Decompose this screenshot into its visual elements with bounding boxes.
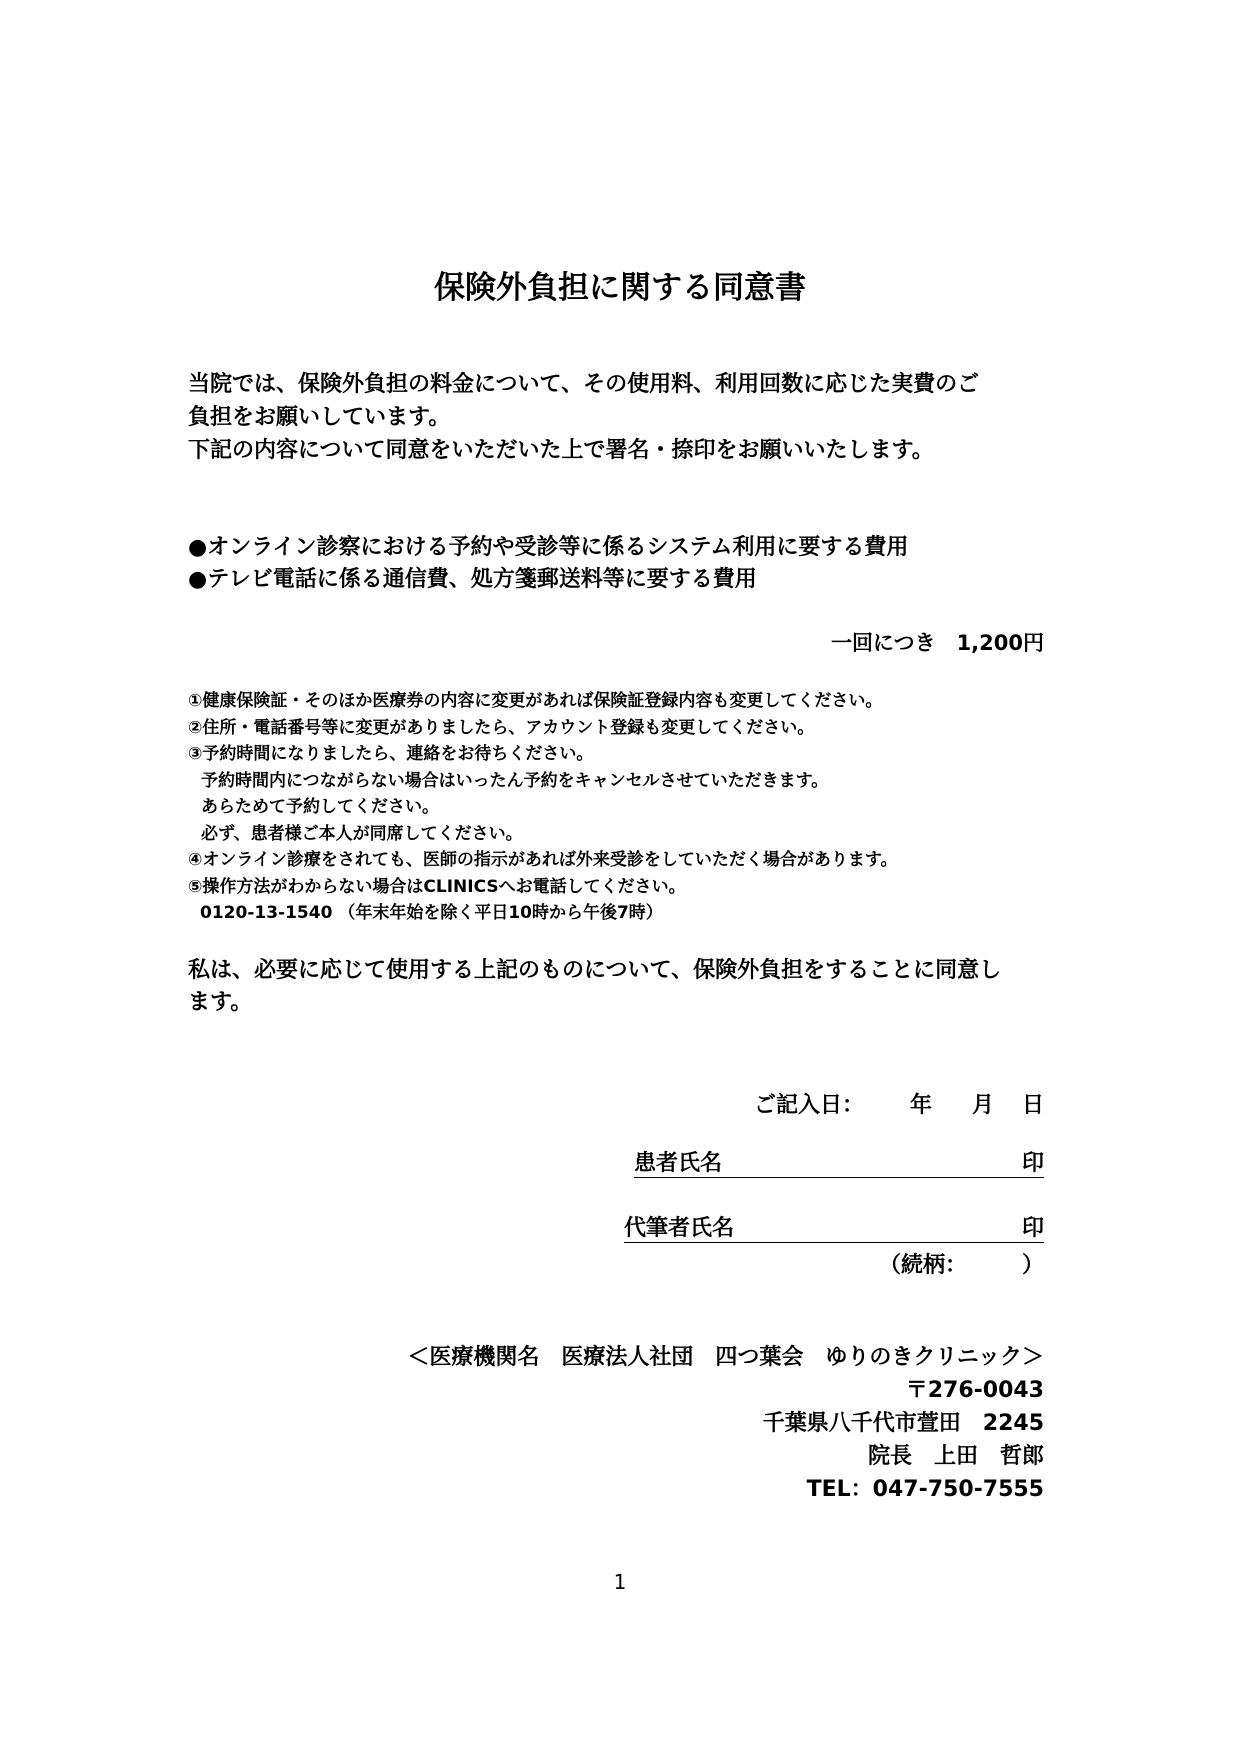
proxy-name-field[interactable] <box>624 1216 1044 1243</box>
intro-line: 下記の内容について同意をいただいた上で署名・捺印をお願いいたします。 <box>188 438 934 463</box>
consent-line: 私は、必要に応じて使用する上記のものについて、保険外負担をすることに同意し <box>188 958 1002 983</box>
fee-item: ●テレビ電話に係る通信費、処方箋郵送料等に要する費用 <box>188 567 757 592</box>
note-item: ③予約時間になりましたら、連絡をお待ちください。 <box>188 744 594 764</box>
patient-name-label: 患者氏名 <box>634 1151 723 1176</box>
note-item: ④オンライン診療をされても、医師の指示があれば外来受診をしていただく場合があります。 <box>188 850 898 870</box>
date-day-field[interactable]: 日 <box>1021 1093 1044 1118</box>
note-item: 0120-13-1540 （年末年始を除く平日10時から午後7時） <box>200 903 663 923</box>
note-item: あらためて予約してください。 <box>201 797 439 817</box>
note-item: ①健康保険証・そのほか医療券の内容に変更があれば保険証登録内容も変更してください。 <box>188 691 883 711</box>
patient-seal-mark: 印 <box>1021 1151 1044 1176</box>
fee-items-list <box>188 532 908 596</box>
consent-line: ます。 <box>188 990 253 1015</box>
page-number: 1 <box>613 1570 627 1594</box>
clinic-phone: TEL：047-750-7555 <box>806 1477 1044 1502</box>
proxy-seal-mark: 印 <box>1021 1216 1044 1241</box>
date-month-field[interactable]: 月 <box>971 1093 994 1118</box>
proxy-name-label: 代筆者氏名 <box>624 1216 735 1241</box>
clinic-address: 千葉県八千代市萱田 2245 <box>762 1411 1044 1436</box>
clinic-info <box>407 1341 1044 1506</box>
relationship-field[interactable]: （続柄： ） <box>878 1253 1044 1278</box>
clinic-postal-code: 〒276-0043 <box>905 1378 1044 1403</box>
fee-amount: 一回につき 1,200円 <box>830 631 1044 655</box>
clinic-director: 院長 上田 哲郎 <box>867 1444 1044 1469</box>
note-item: 必ず、患者様ご本人が同席してください。 <box>201 823 523 844</box>
intro-line: 負担をお願いしています。 <box>188 405 451 430</box>
entry-date-row <box>754 1088 1044 1119</box>
clinic-name: ＜医療機関名 医療法人社団 四つ葉会 ゆりのきクリニック＞ <box>407 1345 1044 1370</box>
note-item: 予約時間内につながらない場合はいったん予約をキャンセルさせていただきます。 <box>201 770 829 791</box>
document-title: 保険外負担に関する同意書 <box>434 270 806 306</box>
intro-paragraph <box>188 368 979 467</box>
date-year-field[interactable]: 年 <box>909 1093 932 1118</box>
intro-line: 当院では、保険外負担の料金について、その使用料、利用回数に応じた実費のご <box>188 372 980 397</box>
note-item: ②住所・電話番号等に変更がありましたら、アカウント登録も変更してください。 <box>188 717 815 738</box>
note-item: ⑤操作方法がわからない場合はCLINICSへお電話してください。 <box>188 876 686 897</box>
date-label: ご記入日： <box>753 1093 864 1118</box>
consent-statement <box>188 955 1001 1019</box>
notes-list <box>188 688 898 927</box>
patient-name-field[interactable] <box>634 1151 1044 1178</box>
fee-item: ●オンライン診察における予約や受診等に係るシステム利用に要する費用 <box>188 535 909 560</box>
